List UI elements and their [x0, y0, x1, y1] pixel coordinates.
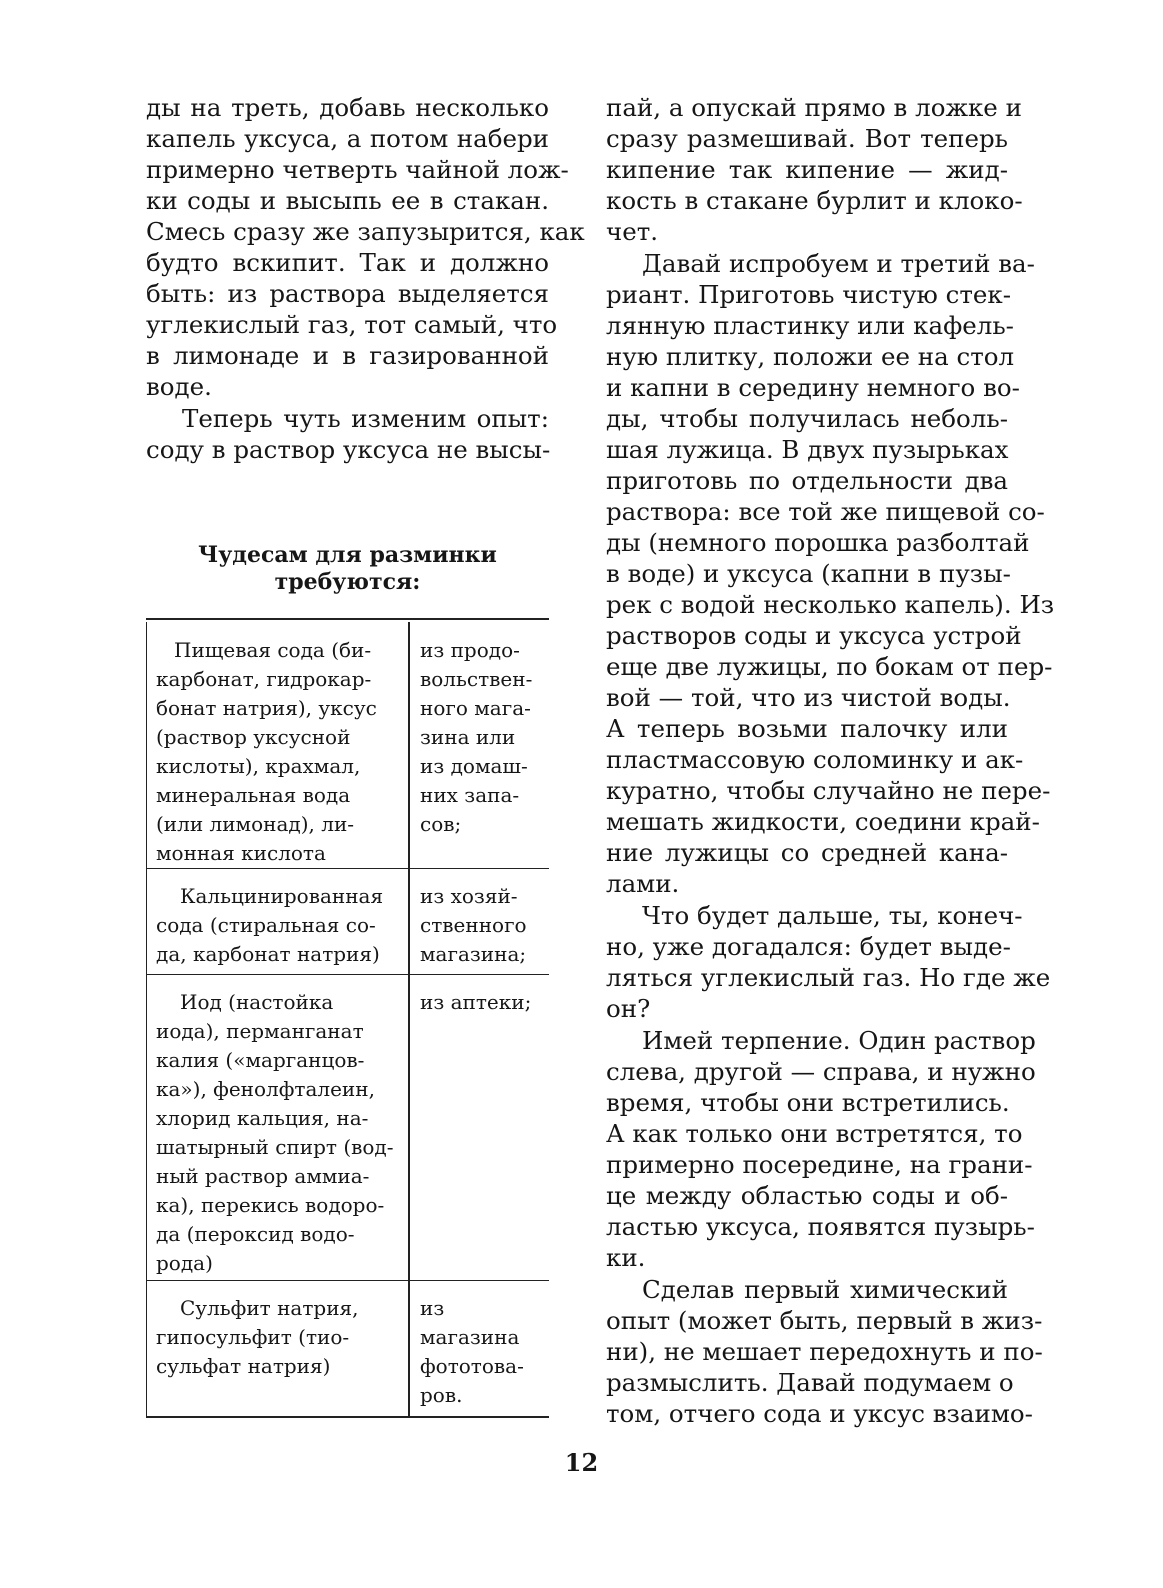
text-line: ни), не мешает передохнуть и по- — [606, 1337, 1043, 1366]
table-row-divider — [146, 974, 549, 975]
item-line: да, карбонат натрия) — [156, 942, 380, 966]
source-line: ного мага- — [420, 696, 531, 720]
text-line: будто вскипит. Так и должно — [146, 248, 549, 277]
source-line: вольствен- — [420, 667, 533, 691]
text-line: он? — [606, 994, 651, 1023]
text-line: це между областью соды и об- — [606, 1181, 1008, 1210]
item-line: карбонат, гидрокар- — [156, 667, 372, 691]
item-line: рода) — [156, 1251, 213, 1275]
text-line: раствора: все той же пищевой со- — [606, 497, 1045, 526]
source-line: из аптеки; — [420, 990, 532, 1014]
item-line: Пищевая сода (би- — [174, 638, 372, 662]
item-line: кислоты), крахмал, — [156, 754, 361, 778]
text-line: кость в стакане бурлит и клоко- — [606, 186, 1023, 215]
text-line: рек с водой несколько капель). Из — [606, 590, 1055, 619]
text-line: приготовь по отдельности два — [606, 466, 1008, 495]
item-line: монная кислота — [156, 841, 326, 865]
text-line: ластью уксуса, появятся пузырь- — [606, 1212, 1035, 1241]
text-line: пай, а опускай прямо в ложке и — [606, 93, 1022, 122]
text-line: ки соды и высыпь ее в стакан. — [146, 186, 549, 215]
item-line: калия («марганцов- — [156, 1048, 365, 1072]
table-row-divider — [146, 1280, 549, 1281]
text-line: сразу размешивай. Вот теперь — [606, 124, 1008, 153]
source-line: из продо- — [420, 638, 520, 662]
item-line: ка»), фенолфталеин, — [156, 1077, 375, 1101]
text-line: Давай испробуем и третий ва- — [642, 249, 1035, 278]
text-line: мешать жидкости, соедини край- — [606, 807, 1040, 836]
text-line: ную плитку, положи ее на стол — [606, 342, 1015, 371]
sidebar-heading-line-2: требуются: — [274, 569, 421, 595]
item-line: да (пероксид водо- — [156, 1222, 355, 1246]
item-line: шатырный спирт (вод- — [156, 1135, 394, 1159]
item-line: сода (стиральная со- — [156, 913, 376, 937]
item-line: (раствор уксусной — [156, 725, 351, 749]
text-line: Смесь сразу же запузырится, как — [146, 217, 585, 246]
text-line: быть: из раствора выделяется — [146, 279, 549, 308]
text-line: растворов соды и уксуса устрой — [606, 621, 1022, 650]
text-line: куратно, чтобы случайно не пере- — [606, 776, 1051, 805]
item-line: Иод (настойка — [180, 990, 334, 1014]
item-line: ка), перекись водоро- — [156, 1193, 385, 1217]
text-line: Имей терпение. Один раствор — [642, 1026, 1036, 1055]
text-line: опыт (может быть, первый в жиз- — [606, 1306, 1043, 1335]
source-line: из хозяй- — [420, 884, 518, 908]
text-line: шая лужица. В двух пузырьках — [606, 435, 1009, 464]
text-line: слева, другой — справа, и нужно — [606, 1057, 1036, 1086]
text-line: в лимонаде и в газированной — [146, 341, 549, 370]
text-line: чет. — [606, 217, 659, 246]
source-line: них запа- — [420, 783, 520, 807]
source-line: зина или — [420, 725, 516, 749]
table-row-divider — [146, 868, 549, 869]
text-line: ды на треть, добавь несколько — [146, 93, 549, 122]
text-line: примерно посередине, на грани- — [606, 1150, 1033, 1179]
text-line: ды, чтобы получилась неболь- — [606, 404, 1008, 433]
item-line: иода), перманганат — [156, 1019, 364, 1043]
item-line: ный раствор аммиа- — [156, 1164, 370, 1188]
text-line: пластмассовую соломинку и ак- — [606, 745, 1024, 774]
item-line: бонат натрия), уксус — [156, 696, 377, 720]
text-line: время, чтобы они встретились. — [606, 1088, 1010, 1117]
text-line: примерно четверть чайной лож- — [146, 155, 569, 184]
text-line: ние лужицы со средней кана- — [606, 838, 1008, 867]
text-line: соду в раствор уксуса не высы- — [146, 435, 551, 464]
text-line: ляться углекислый газ. Но где же — [606, 963, 1051, 992]
source-line: из — [420, 1296, 445, 1320]
source-line: из домаш- — [420, 754, 528, 778]
text-line: воде. — [146, 372, 212, 401]
source-line: магазина — [420, 1325, 520, 1349]
source-line: сов; — [420, 812, 462, 836]
text-line: углекислый газ, тот самый, что — [146, 310, 558, 339]
table-top-rule — [146, 618, 549, 620]
text-line: еще две лужицы, по бокам от пер- — [606, 652, 1053, 681]
text-line: размыслить. Давай подумаем о — [606, 1368, 1014, 1397]
item-line: гипосульфит (тио- — [156, 1325, 350, 1349]
source-line: ров. — [420, 1383, 463, 1407]
text-line: ки. — [606, 1243, 646, 1272]
source-line: фототова- — [420, 1354, 524, 1378]
source-line: магазина; — [420, 942, 527, 966]
text-line: капель уксуса, а потом набери — [146, 124, 549, 153]
text-line: но, уже догадался: будет выде- — [606, 932, 1011, 961]
text-line: лянную пластинку или кафель- — [606, 311, 1014, 340]
text-line: кипение так кипение — жид- — [606, 155, 1008, 184]
text-line: Теперь чуть изменим опыт: — [182, 404, 549, 433]
item-line: хлорид кальция, на- — [156, 1106, 369, 1130]
sidebar-heading-line-1: Чудесам для разминки — [198, 542, 497, 568]
page-number: 12 — [564, 1448, 599, 1477]
text-line: А теперь возьми палочку или — [606, 714, 1008, 743]
table-column-divider — [408, 622, 410, 1418]
table-bottom-rule — [146, 1416, 549, 1418]
text-line: и капни в середину немного во- — [606, 373, 1020, 402]
text-line: А как только они встретятся, то — [606, 1119, 1023, 1148]
source-line: ственного — [420, 913, 527, 937]
item-line: (или лимонад), ли- — [156, 812, 355, 836]
text-line: вой — той, что из чистой воды. — [606, 683, 1011, 712]
text-line: ды (немного порошка разболтай — [606, 528, 1030, 557]
item-line: Сульфит натрия, — [180, 1296, 359, 1320]
text-line: в воде) и уксуса (капни в пузы- — [606, 559, 1011, 588]
text-line: лами. — [606, 869, 680, 898]
text-line: риант. Приготовь чистую стек- — [606, 280, 1011, 309]
text-line: Что будет дальше, ты, конеч- — [642, 901, 1023, 930]
item-line: Кальцинированная — [180, 884, 384, 908]
text-line: том, отчего сода и уксус взаимо- — [606, 1399, 1033, 1428]
text-line: Сделав первый химический — [642, 1275, 1008, 1304]
item-line: минеральная вода — [156, 783, 351, 807]
table-left-rule — [146, 622, 147, 1418]
item-line: сульфат натрия) — [156, 1354, 331, 1378]
